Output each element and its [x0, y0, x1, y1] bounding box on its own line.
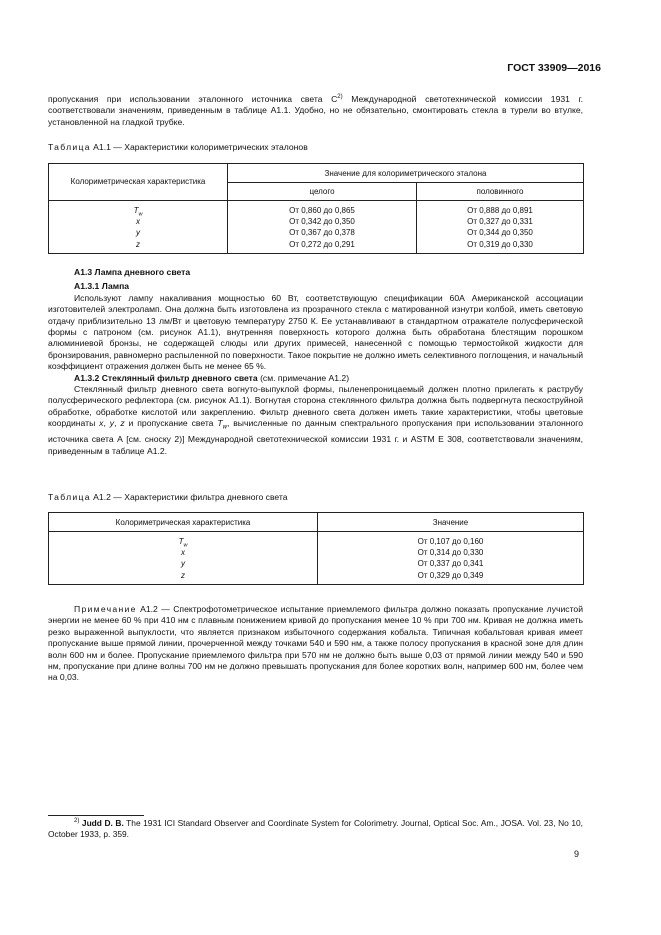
table1-col-whole: целого	[228, 183, 417, 201]
intro-text-2: Международной светотехнической комиссии 1931 г. соответствовали значениям, приведенным в таблице А1.1. Удобно, но не обязательно, смонтировать стекла в турели во втулке, установленной на гладкой трубке.	[48, 93, 583, 127]
table-cell-half: От 0,327 до 0,331	[467, 217, 533, 227]
section-a132-text-b: и пропускание света	[124, 418, 218, 429]
table2-caption-word: Таблица	[48, 492, 91, 502]
section-a132-text-a: Стеклянный фильтр дневного света вогнуто-выпуклой формы, пыленепроницаемый должен плотно прилегать к раструбу полусферического рефлектора (см. рисунок А1.1). Вогнутая сторона стеклянного фильтра должна быть подвергнута пескоструйной обработке, обработке кислотой или закреплению. Фильтр дневного света должен иметь такие характеристики, чтобы цветовые координаты	[48, 384, 583, 429]
colorimetric-standards-table	[48, 163, 584, 254]
table1-caption-text: А1.1 — Характеристики колориметрических эталонов	[90, 142, 308, 152]
table-row-symbol: z	[181, 570, 185, 580]
table2-caption	[48, 492, 288, 502]
note-text: А1.2 — Спектрофотометрическое испытание приемлемого фильтра должно показать пропускание лучистой энергии не менее 60 % при 410 нм с плавным понижением кривой до пропускания менее 10 % при 700 нм. Кривая не должна иметь резко выраженной выпуклости, что является признаком избыточного содержания кобальта. Типичная кобальтовая кривая имеет пропускание выше прямой линии, прочерченной между точками 540 и 590 нм, а также полосу пропускания в красной зоне для длин волн 600 нм и более. Пропускание приемлемого фильтра при 570 нм не должно быть выше 0,03 от прямой линии между 540 и 590 нм, пропускание при длине волны 700 нм не должно превышать пропускания для более коротких волн, например 600 нм, более чем на 0,03.	[48, 604, 583, 683]
footnote-mark: 2)	[74, 818, 80, 824]
tw-subscript: w	[222, 425, 227, 431]
coord-x: x	[99, 418, 104, 429]
table-cell-whole: От 0,367 до 0,378	[289, 228, 355, 238]
section-a13-number: А1.3	[74, 267, 93, 277]
section-a13-title: Лампа дневного света	[94, 267, 191, 277]
table-cell-value: От 0,337 до 0,341	[417, 559, 484, 569]
note-a12	[48, 604, 583, 684]
coord-z: z	[120, 418, 125, 429]
separator: ,	[103, 418, 110, 429]
table2-caption-text: А1.2 — Характеристики фильтра дневного света	[90, 492, 288, 502]
table1-caption-word: Таблица	[48, 142, 91, 152]
table1-group-header: Значение для колориметрического эталона	[228, 164, 584, 183]
table-row-symbol: $T_w$	[133, 206, 143, 218]
table1-col-characteristic: Колориметрическая характеристика	[49, 164, 228, 201]
footnote-author: Judd D. B.	[81, 817, 124, 828]
separator: ,	[114, 418, 121, 429]
section-a13	[48, 267, 583, 457]
section-a131-number: А1.3.1	[74, 281, 100, 292]
table-row-symbol: y	[181, 559, 185, 569]
table1-body	[49, 201, 584, 254]
table-row-symbol: x	[136, 217, 140, 227]
table-row-symbol: $T_w$	[178, 537, 188, 549]
table-cell-whole: От 0,342 до 0,350	[289, 217, 355, 227]
table-cell-half: От 0,888 до 0,891	[467, 206, 533, 215]
tw-symbol: T	[217, 418, 223, 429]
table2-col-value: Значение	[318, 513, 584, 532]
table-cell-half: От 0,319 до 0,330	[467, 239, 533, 249]
table-cell-half: От 0,344 до 0,350	[467, 228, 533, 238]
table1-col-half: половинного	[417, 183, 584, 201]
note-word: Примечание	[74, 604, 137, 614]
table-cell-whole: От 0,272 до 0,291	[289, 239, 355, 249]
table-row-symbol: y	[136, 228, 140, 238]
table-cell-value: От 0,107 до 0,160	[417, 537, 484, 546]
section-a131-title: Лампа	[101, 281, 130, 292]
section-a132-text-c: , вычисленные по данным спектрального пропускания при использовании эталонного источника света А [см. сноску 2)] Международной светотехнической комиссии 1931 г. и ASTM Е 308, соответствовали значениям, приведенным в таблице А1.2.	[48, 418, 584, 456]
page-number: 9	[573, 849, 579, 859]
footnote-text: The 1931 ICI Standard Observer and Coordinate System for Colorimetry. Journal, Optical Soc. Am., JOSA. Vol. 23, No 10, October 1933, p. 359.	[48, 817, 583, 839]
table-row-symbol: x	[181, 548, 185, 558]
table-row-symbol: z	[136, 239, 140, 249]
footnote	[48, 816, 583, 840]
section-a132-number: А1.3.2	[74, 372, 100, 383]
table2-col-characteristic: Колориметрическая характеристика	[49, 513, 318, 532]
daylight-filter-table	[48, 512, 584, 585]
intro-text-1: пропускания при использовании эталонного источника света С	[48, 93, 338, 104]
section-a131-text: Используют лампу накаливания мощностью 60 Вт, соответствующую спецификации 60А Американской ассоциации изготовителей электроламп. Она должна быть изготовлена из прозрачного стекла с матированной изнутри колбой, иметь световую отдачу приблизительно 13 лм/Вт и цветовую температуру 2750 К. Ее устанавливают в стандартном отражателе полусферической формы с патроном (см. рисунок А1.1), внутренняя поверхность которого должна быть обработана блестящим порошком алюминиевой бронзы, не содержащей слюды или других примесей, нанесенной с помощью термостойкой жидкости для бронзирования, равномерно распыленной по поверхности. Такое покрытие не должно иметь селективного поглощения, и начальный коэффициент отражения должен быть не менее 65 %.	[48, 292, 583, 372]
intro-paragraph	[48, 92, 583, 128]
section-a132-note-ref: (см. примечание А1.2)	[257, 372, 350, 383]
table2-body	[49, 532, 584, 585]
footnote-ref: 2)	[337, 94, 343, 100]
table-cell-value: От 0,329 до 0,349	[417, 570, 484, 580]
document-id: ГОСТ 33909—2016	[507, 62, 601, 74]
table1-caption	[48, 142, 308, 152]
table-cell-value: От 0,314 до 0,330	[417, 548, 484, 558]
coord-y: y	[109, 418, 115, 429]
table-cell-whole: От 0,860 до 0,865	[289, 206, 355, 215]
section-a132-title: Стеклянный фильтр дневного света	[101, 372, 258, 383]
